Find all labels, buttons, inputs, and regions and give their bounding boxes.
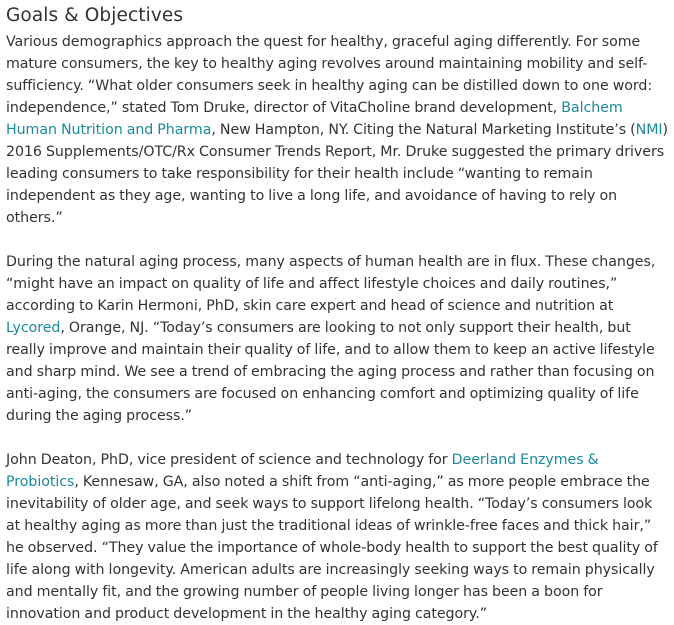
paragraph-2 bbox=[6, 251, 668, 427]
link-lycored[interactable]: Lycored bbox=[6, 320, 61, 336]
paragraph-1 bbox=[6, 31, 668, 229]
paragraph-1-text-1: Various demographics approach the quest for healthy, graceful aging differently. For some mature consumers, the key to healthy aging revolves around maintaining mobility and self-sufficiency. “What older consumers seek in healthy aging can be distilled down to one word: independence,” stated Tom Druke, director of VitaCholine brand development, bbox=[6, 34, 653, 116]
section-heading: Goals & Objectives bbox=[6, 5, 184, 26]
paragraph-1-text-2: , New Hampton, NY. Citing the Natural Marketing Institute’s ( bbox=[211, 122, 636, 138]
paragraph-3-text-1: John Deaton, PhD, vice president of science and technology for bbox=[6, 452, 452, 468]
paragraph-2-text-1: During the natural aging process, many aspects of human health are in flux. These changes, “might have an impact on quality of life and affect lifestyle choices and daily routines,” according to Karin Hermoni, PhD, skin care expert and head of science and nutrition at bbox=[6, 254, 656, 314]
paragraph-3 bbox=[6, 449, 668, 625]
link-deerland[interactable]: Deerland Enzymes & Probiotics bbox=[6, 452, 599, 490]
link-nmi[interactable]: NMI bbox=[635, 122, 663, 138]
paragraph-3-text-2: , Kennesaw, GA, also noted a shift from “anti-aging,” as more people embrace the inevitability of older age, and seek ways to support lifelong health. “Today’s consumers look at healthy aging as more than just the traditional ideas of wrinkle-free faces and thick hair,” he observed. “They value the importance of whole-body health to support the best quality of life along with longevity. American adults are increasingly seeking ways to remain physically and mentally fit, and the growing number of people living longer has been a boon for innovation and product development in the healthy aging category.” bbox=[6, 474, 658, 622]
paragraph-1-text-3: ) 2016 Supplements/OTC/Rx Consumer Trends Report, Mr. Druke suggested the primary drivers leading consumers to take responsibility for their health include “wanting to remain independent as they age, wanting to live a long life, and avoidance of having to rely on others.” bbox=[6, 122, 669, 226]
paragraph-2-text-2: , Orange, NJ. “Today’s consumers are looking to not only support their health, but really improve and maintain their quality of life, and to allow them to keep an active lifestyle and sharp mind. We see a trend of embracing the aging process and rather than focusing on anti-aging, the consumers are focused on enhancing comfort and optimizing quality of life during the aging process.” bbox=[6, 320, 655, 424]
link-balchem[interactable]: Balchem Human Nutrition and Pharma bbox=[6, 100, 623, 138]
